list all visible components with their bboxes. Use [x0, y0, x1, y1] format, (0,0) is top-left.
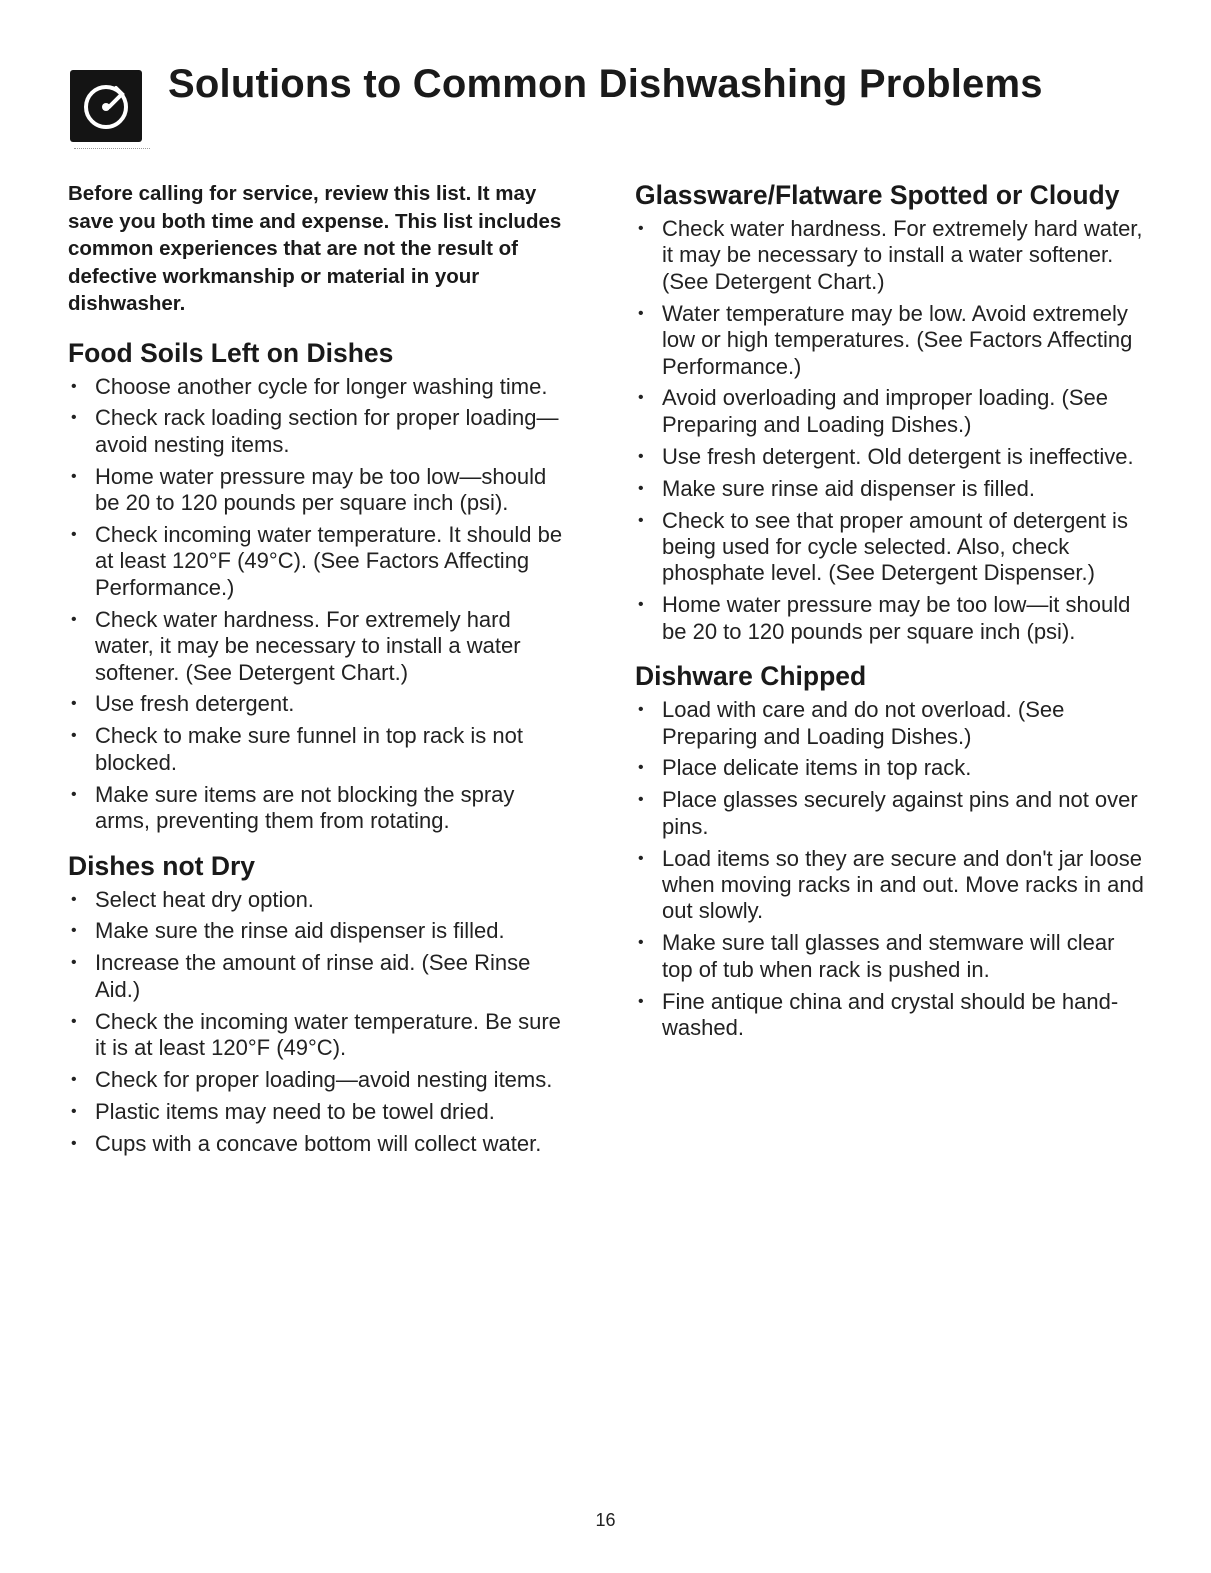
bullet-icon: • — [71, 1070, 77, 1088]
item-text: Fine antique china and crystal should be hand-washed. — [662, 988, 1119, 1041]
bullet-icon: • — [71, 890, 77, 908]
bullet-icon: • — [71, 727, 77, 745]
list-item — [68, 723, 568, 776]
bullet-icon: • — [638, 849, 644, 867]
list-item — [68, 691, 568, 717]
bullet-icon: • — [71, 377, 77, 395]
icon-shadow — [74, 142, 150, 149]
bullet-icon: • — [638, 511, 644, 529]
item-text: Increase the amount of rinse aid. (See Rinse Aid.) — [95, 950, 531, 1002]
item-text: Plastic items may need to be towel dried. — [95, 1098, 495, 1124]
section-heading-dishes-not-dry: Dishes not Dry — [68, 850, 256, 881]
list-item — [635, 508, 1145, 587]
glassware-spotted-list — [635, 216, 1145, 645]
item-text: Check to see that proper amount of detergent is being used for cycle selected. Also, check phosphate level. (See Detergent Dispenser.) — [662, 507, 1128, 586]
bullet-icon: • — [71, 1134, 77, 1152]
list-item — [635, 846, 1145, 925]
list-item — [68, 1131, 568, 1157]
item-text: Select heat dry option. — [95, 886, 314, 912]
bullet-icon: • — [71, 610, 77, 628]
item-text: Check rack loading section for proper loading—avoid nesting items. — [95, 405, 559, 457]
item-text: Home water pressure may be too low—it should be 20 to 120 pounds per square inch (psi). — [662, 592, 1131, 644]
intro-text: Before calling for service, review this list. It may save you both time and expense. This list includes common experiences that are not the result of defective workmanship or material in your dishwasher. — [68, 182, 562, 315]
item-text: Choose another cycle for longer washing time. — [95, 373, 548, 399]
list-item — [68, 782, 568, 835]
bullet-icon: • — [638, 934, 644, 952]
item-text: Home water pressure may be too low—should be 20 to 120 pounds per square inch (psi). — [95, 463, 547, 516]
item-text: Make sure tall glasses and stemware will clear top of tub when rack is pushed in. — [662, 930, 1115, 982]
bullet-icon: • — [71, 954, 77, 972]
left-column — [68, 180, 568, 1171]
page-number: 16 — [595, 1510, 616, 1530]
bullet-icon: • — [638, 389, 644, 407]
item-text: Load items so they are secure and don't jar loose when moving racks in and out. Move racks in and out slowly. — [662, 845, 1144, 924]
bullet-icon: • — [638, 992, 644, 1010]
list-item — [635, 476, 1145, 502]
item-text: Load with care and do not overload. (See Preparing and Loading Dishes.) — [662, 697, 1065, 749]
list-item — [68, 374, 568, 400]
section-heading-glassware-spotted: Glassware/Flatware Spotted or Cloudy — [635, 180, 1120, 210]
bullet-icon: • — [71, 409, 77, 427]
item-text: Water temperature may be low. Avoid extremely low or high temperatures. (See Factors Affecting Performance.) — [662, 300, 1133, 379]
bullet-icon: • — [638, 304, 644, 322]
item-text: Cups with a concave bottom will collect water. — [95, 1130, 542, 1156]
item-text: Check to make sure funnel in top rack is not blocked. — [95, 723, 523, 775]
item-text: Place delicate items in top rack. — [662, 755, 972, 781]
food-soils-list — [68, 374, 568, 835]
item-text: Make sure items are not blocking the spray arms, preventing them from rotating. — [95, 781, 515, 834]
item-text: Check the incoming water temperature. Be sure it is at least 120°F (49°C). — [95, 1008, 561, 1061]
list-item — [635, 216, 1145, 295]
list-item — [68, 464, 568, 517]
list-item — [68, 918, 568, 944]
section-heading-dishware-chipped: Dishware Chipped — [635, 661, 867, 692]
dishware-chipped-list — [635, 697, 1145, 1041]
list-item — [635, 930, 1145, 983]
item-text: Make sure rinse aid dispenser is filled. — [662, 475, 1035, 501]
list-item — [635, 787, 1145, 840]
bullet-icon: • — [71, 526, 77, 544]
bullet-icon: • — [71, 785, 77, 803]
list-item — [68, 887, 568, 913]
bullet-icon: • — [638, 220, 644, 237]
bullet-icon: • — [638, 447, 644, 465]
bullet-icon: • — [638, 791, 644, 809]
item-text: Check incoming water temperature. It should be at least 120°F (49°C). (See Factors Affecting Performance.) — [95, 522, 563, 600]
dial-icon-graphic — [78, 78, 134, 134]
item-text: Check water hardness. For extremely hard water, it may be necessary to install a water softener. (See Detergent Chart.) — [95, 606, 521, 685]
list-item — [635, 989, 1145, 1042]
list-item — [635, 592, 1145, 645]
list-item — [68, 1099, 568, 1125]
list-item — [635, 301, 1145, 380]
bullet-icon: • — [638, 701, 644, 719]
item-text: Check for proper loading—avoid nesting items. — [95, 1066, 553, 1092]
list-item — [68, 1067, 568, 1093]
section-heading-food-soils: Food Soils Left on Dishes — [68, 337, 394, 368]
item-text: Use fresh detergent. — [95, 691, 295, 717]
list-item — [635, 755, 1145, 781]
bullet-icon: • — [71, 1102, 77, 1120]
list-item — [635, 385, 1145, 438]
item-text: Place glasses securely against pins and not over pins. — [662, 787, 1138, 839]
bullet-icon: • — [71, 467, 77, 485]
dishes-not-dry-list — [68, 887, 568, 1158]
list-item — [68, 607, 568, 686]
dial-icon — [70, 70, 142, 142]
bullet-icon: • — [71, 922, 77, 940]
page-title: Solutions to Common Dishwashing Problems — [168, 62, 1043, 106]
right-column — [635, 178, 1145, 1055]
list-item — [68, 405, 568, 458]
bullet-icon: • — [638, 479, 644, 497]
list-item — [635, 697, 1145, 750]
item-text: Check water hardness. For extremely hard water, it may be necessary to install a water softener. (See Detergent Chart.) — [662, 216, 1143, 294]
item-text: Avoid overloading and improper loading. (See Preparing and Loading Dishes.) — [662, 385, 1108, 437]
list-item — [68, 522, 568, 601]
page-header — [70, 58, 1170, 158]
list-item — [68, 1009, 568, 1062]
bullet-icon: • — [638, 759, 644, 777]
bullet-icon: • — [71, 1012, 77, 1030]
bullet-icon: • — [71, 695, 77, 713]
list-item — [68, 950, 568, 1003]
item-text: Use fresh detergent. Old detergent is ineffective. — [662, 443, 1134, 469]
item-text: Make sure the rinse aid dispenser is filled. — [95, 918, 505, 944]
list-item — [635, 444, 1145, 470]
bullet-icon: • — [638, 596, 644, 614]
